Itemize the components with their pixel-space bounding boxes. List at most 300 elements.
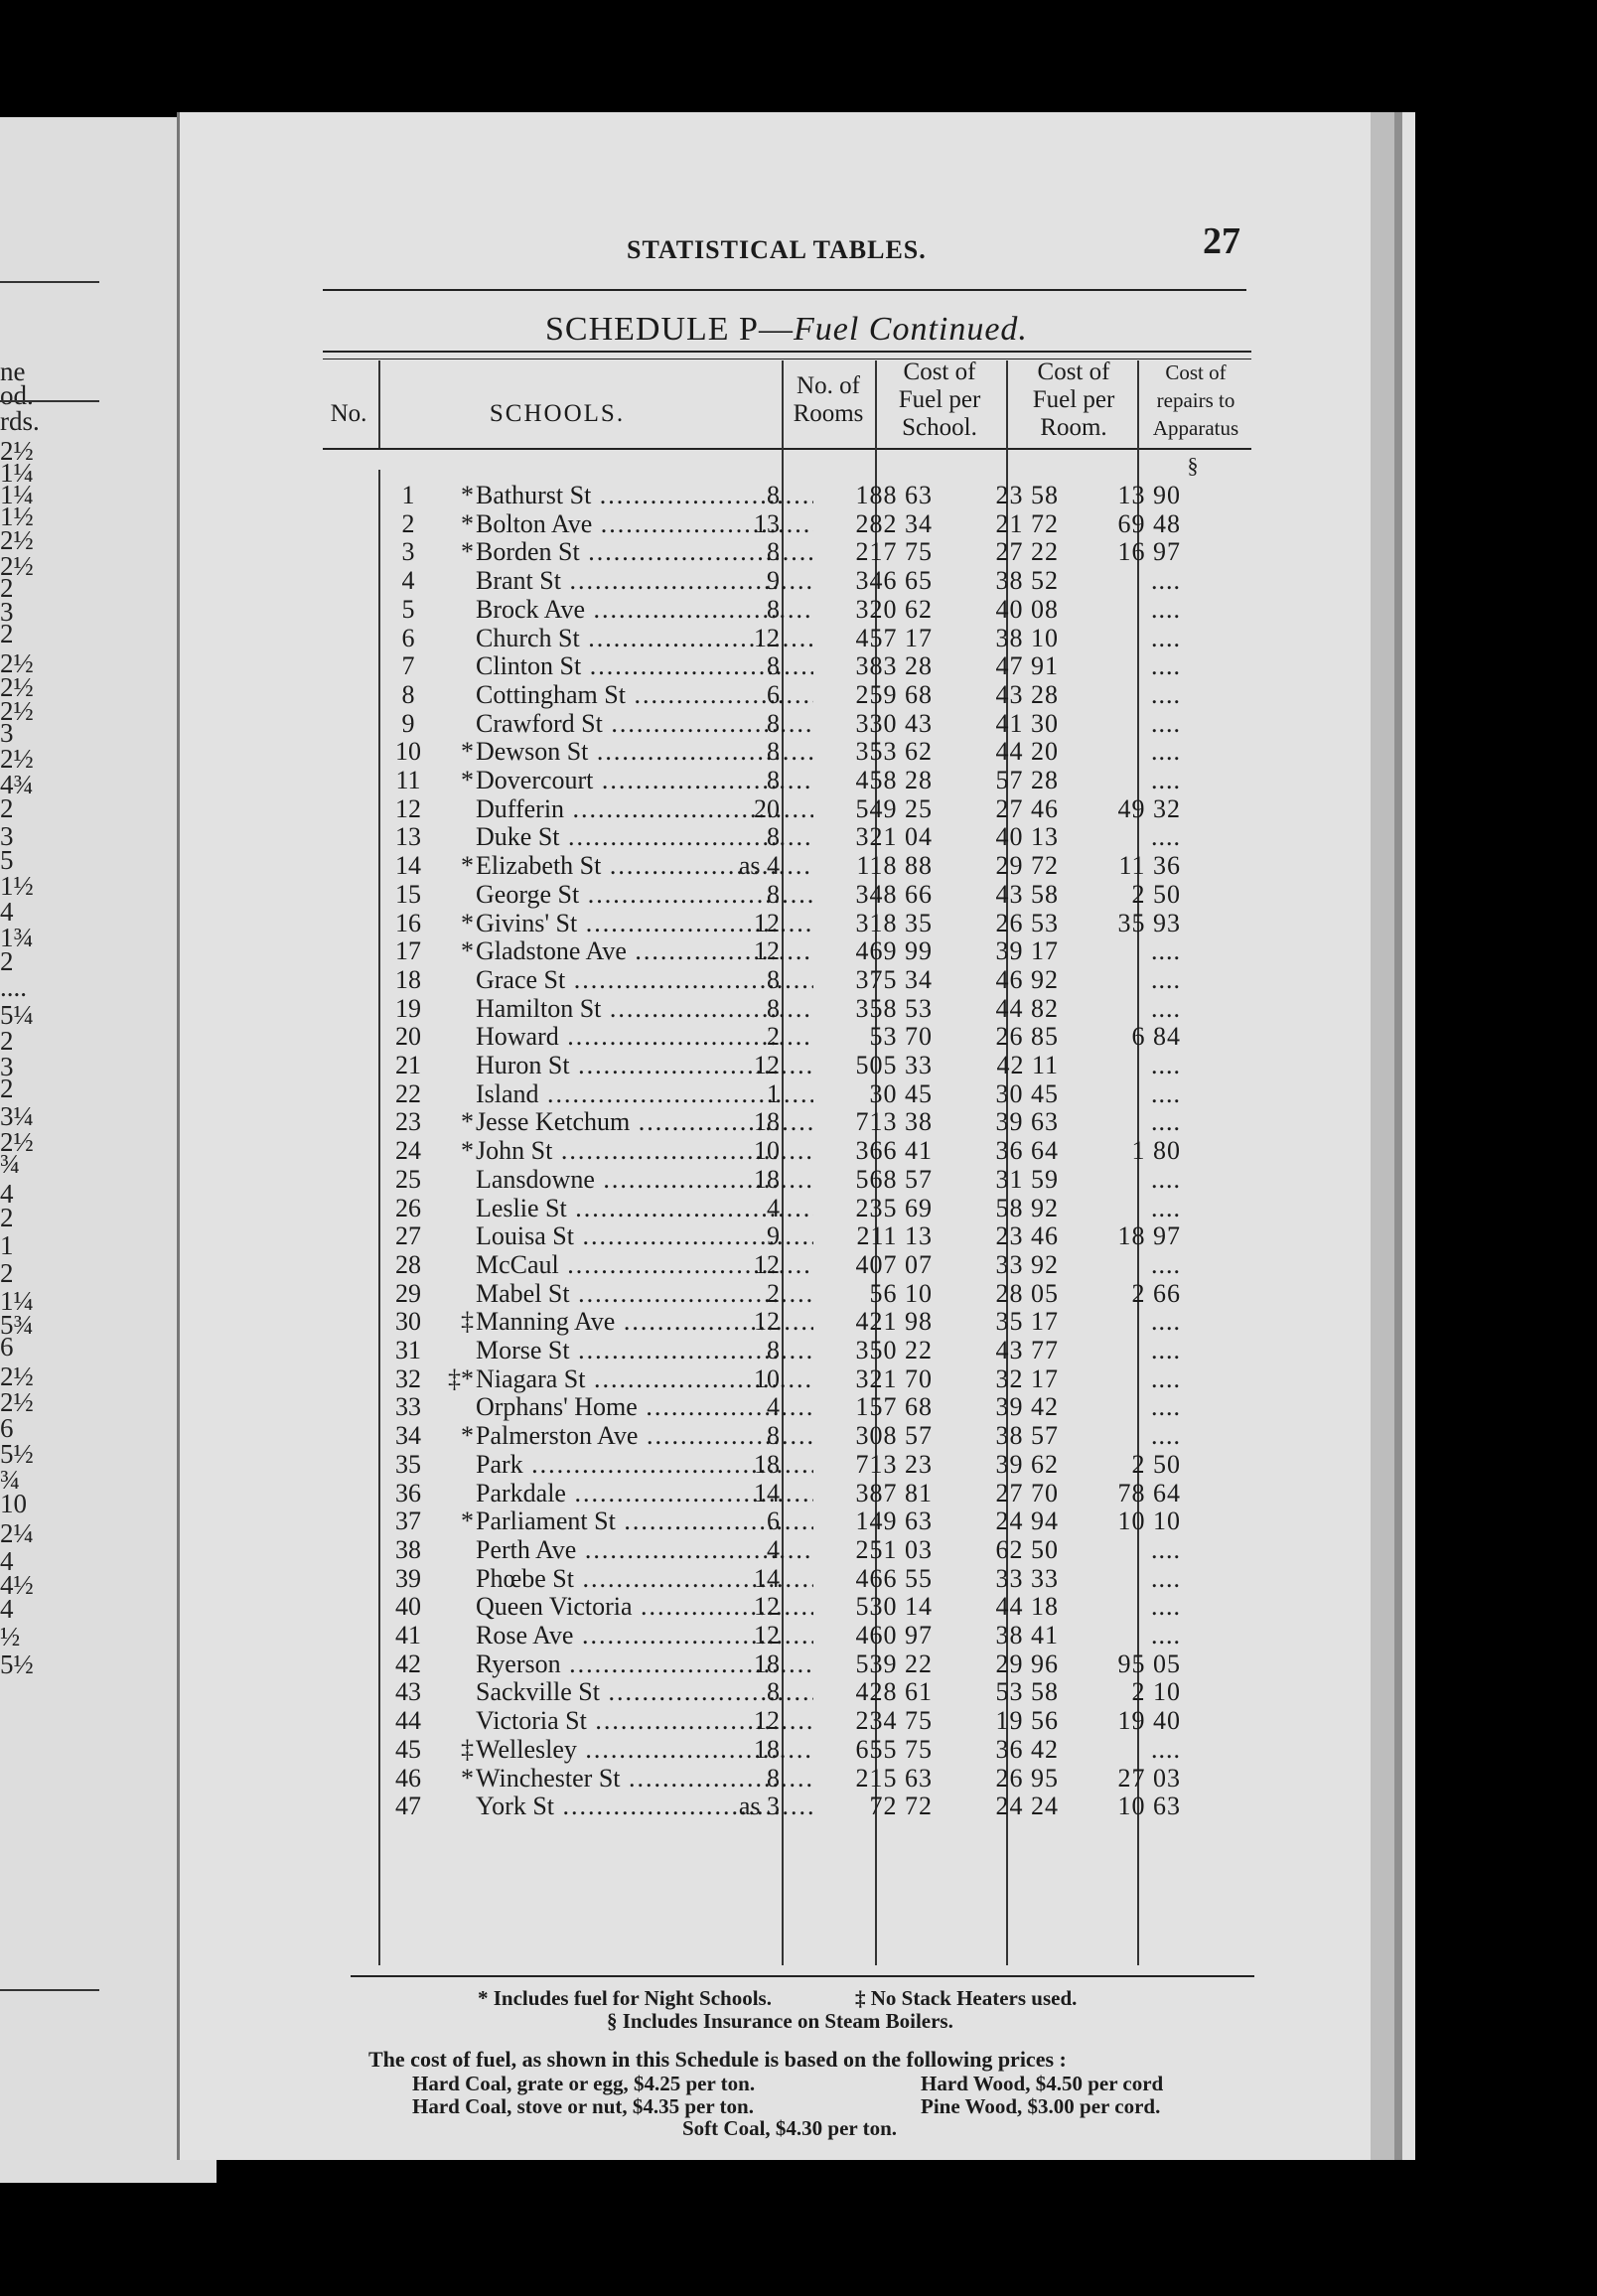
table-row <box>359 881 1594 909</box>
fuel-cost-per-school: 460 97 <box>855 1621 933 1650</box>
schedule-title-main: SCHEDULE P— <box>545 311 794 348</box>
row-number: 33 <box>395 1392 421 1422</box>
row-mark: ‡ <box>461 1734 474 1764</box>
left-page-fragment: 2 <box>0 946 14 976</box>
repairs-cost: .... <box>1151 737 1181 767</box>
fuel-cost-per-school: 358 53 <box>855 993 933 1023</box>
fuel-cost-per-school: 713 38 <box>855 1107 933 1137</box>
table-row <box>359 1222 1594 1250</box>
repairs-cost: .... <box>1151 708 1181 738</box>
rooms-count: 12 <box>754 1592 780 1622</box>
rooms-count: 6 <box>767 679 780 709</box>
fuel-cost-per-room: 32 17 <box>995 1363 1059 1393</box>
table-row <box>359 1195 1594 1222</box>
table-body <box>359 112 1352 1999</box>
rooms-count: 14 <box>754 1478 780 1507</box>
rooms-count: 4 <box>767 1534 780 1564</box>
repairs-cost: 1 80 <box>1131 1136 1181 1166</box>
row-number: 2 <box>401 508 415 538</box>
left-page-rule <box>0 1989 99 1991</box>
rooms-count: 20 <box>754 793 780 823</box>
row-number: 21 <box>395 1051 421 1079</box>
row-number: 32 <box>395 1363 421 1393</box>
left-page-fragment: 4 <box>0 1179 14 1209</box>
school-name: Winchester St ..... <box>476 1765 813 1793</box>
table-row <box>359 1765 1594 1793</box>
fuel-cost-per-room: 26 53 <box>995 908 1059 937</box>
school-name: Manning Ave ..... <box>476 1308 813 1336</box>
row-number: 5 <box>401 594 415 624</box>
repairs-cost: .... <box>1151 1249 1181 1279</box>
rooms-count: 8 <box>767 537 780 567</box>
row-mark: * <box>461 737 474 767</box>
rooms-count: 8 <box>767 1336 780 1364</box>
table-row <box>359 767 1594 794</box>
school-name: Dovercourt ..... <box>476 767 813 794</box>
price-hard-wood: Hard Wood, $4.50 per cord <box>921 2072 1164 2095</box>
row-mark: * <box>461 1421 474 1451</box>
fuel-cost-per-room: 58 92 <box>995 1193 1059 1222</box>
table-row <box>359 1793 1594 1820</box>
table-row <box>359 567 1594 595</box>
row-number: 28 <box>395 1249 421 1279</box>
table-row <box>359 652 1594 680</box>
row-number: 46 <box>395 1763 421 1793</box>
row-mark: * <box>461 1507 474 1536</box>
col-header-fuel-room-l1: Cost of <box>1037 359 1110 385</box>
school-name: Park ..... <box>476 1451 813 1479</box>
school-name: Huron St ..... <box>476 1052 813 1079</box>
school-name: Island ..... <box>476 1080 813 1108</box>
row-number: 9 <box>401 708 415 738</box>
school-name: Crawford St ..... <box>476 710 813 738</box>
row-number: 42 <box>395 1649 421 1678</box>
price-hard-coal-grate: Hard Coal, grate or egg, $4.25 per ton. <box>412 2072 756 2095</box>
table-row <box>359 596 1594 624</box>
left-page-fragment: 1¼ <box>0 458 34 488</box>
school-name: Sackville St ..... <box>476 1678 813 1706</box>
fuel-cost-per-school: 72 72 <box>869 1792 933 1821</box>
repairs-unit-sign: § <box>1187 453 1199 478</box>
repairs-cost: .... <box>1151 1421 1181 1451</box>
fuel-cost-per-room: 53 58 <box>995 1677 1059 1707</box>
left-page-fragment: ne <box>0 357 26 386</box>
fuel-cost-per-room: 40 08 <box>995 594 1059 624</box>
row-mark: ‡ <box>461 1307 474 1337</box>
rooms-count: 14 <box>754 1563 780 1593</box>
repairs-cost: .... <box>1151 1734 1181 1764</box>
footnote-night-schools: * Includes fuel for Night Schools. <box>478 1986 772 2010</box>
repairs-cost: .... <box>1151 679 1181 709</box>
fuel-cost-per-room: 27 22 <box>995 537 1059 567</box>
school-name: Bolton Ave ..... <box>476 510 813 538</box>
school-name: Givins' St ..... <box>476 910 813 937</box>
repairs-cost: 2 66 <box>1131 1278 1181 1308</box>
school-name: Duke St ..... <box>476 823 813 851</box>
school-name: Brant St ..... <box>476 567 813 595</box>
rooms-count: 18 <box>754 1164 780 1194</box>
repairs-cost: .... <box>1151 1078 1181 1108</box>
repairs-cost: 6 84 <box>1131 1022 1181 1052</box>
school-name: Phœbe St ..... <box>476 1565 813 1593</box>
rooms-count: 1 <box>767 1078 780 1108</box>
row-number: 36 <box>395 1478 421 1507</box>
table-row <box>359 1365 1594 1393</box>
left-page-fragment: ½ <box>0 1622 21 1651</box>
rooms-count: 9 <box>767 566 780 596</box>
school-name: Orphans' Home ..... <box>476 1393 813 1421</box>
left-page-fragment: od. <box>0 380 34 410</box>
fuel-cost-per-school: 458 28 <box>855 766 933 794</box>
fuel-cost-per-room: 23 58 <box>995 481 1059 509</box>
fuel-cost-per-school: 251 03 <box>855 1534 933 1564</box>
repairs-cost: .... <box>1151 964 1181 994</box>
table-row <box>359 823 1594 851</box>
fuel-cost-per-school: 505 33 <box>855 1051 933 1079</box>
rooms-count: 4 <box>767 1392 780 1422</box>
fuel-cost-per-school: 330 43 <box>855 708 933 738</box>
school-name: Borden St ..... <box>476 538 813 566</box>
repairs-cost: .... <box>1151 822 1181 852</box>
rooms-count: 12 <box>754 623 780 652</box>
school-name: Morse St ..... <box>476 1337 813 1364</box>
left-page-fragment: 2½ <box>0 525 34 555</box>
rooms-count: 8 <box>767 822 780 852</box>
school-name: Louisa St ..... <box>476 1222 813 1250</box>
col-header-fuel-school-l1: Cost of <box>903 359 976 385</box>
table-row <box>359 966 1594 994</box>
col-header-fuel-school-l3: School. <box>902 414 977 441</box>
fuel-cost-per-school: 30 45 <box>869 1078 933 1108</box>
fuel-cost-per-room: 38 57 <box>995 1421 1059 1451</box>
fuel-cost-per-room: 26 95 <box>995 1763 1059 1793</box>
left-page-fragment: 2 <box>0 619 14 648</box>
row-number: 37 <box>395 1507 421 1536</box>
rooms-count: 12 <box>754 936 780 966</box>
table-row <box>359 510 1594 538</box>
repairs-cost: 10 10 <box>1117 1507 1181 1536</box>
col-header-rooms-l2: Rooms <box>793 400 864 427</box>
repairs-cost: .... <box>1151 1336 1181 1364</box>
page <box>177 112 1415 2160</box>
left-page-fragment: 6 <box>0 1332 14 1362</box>
left-page-fragment: 2 <box>0 1074 14 1103</box>
rooms-count: as 3 <box>738 1792 780 1821</box>
rooms-count: 8 <box>767 1421 780 1451</box>
rooms-count: 10 <box>754 1363 780 1393</box>
page-edge-shadow <box>1394 112 1402 2160</box>
left-page-rule <box>0 400 99 402</box>
rooms-count: 12 <box>754 1706 780 1736</box>
left-page-fragment: 2 <box>0 1203 14 1232</box>
repairs-cost: .... <box>1151 623 1181 652</box>
row-mark: * <box>461 481 474 509</box>
repairs-cost: 78 64 <box>1117 1478 1181 1507</box>
row-mark: * <box>461 766 474 794</box>
table-row <box>359 852 1594 880</box>
repairs-cost: .... <box>1151 1534 1181 1564</box>
repairs-cost: 49 32 <box>1117 793 1181 823</box>
school-name: Howard ..... <box>476 1023 813 1051</box>
fuel-cost-per-school: 366 41 <box>855 1136 933 1166</box>
left-page-fragment: 2½ <box>0 672 34 702</box>
school-name: Leslie St ..... <box>476 1195 813 1222</box>
col-header-rooms-l1: No. of <box>797 372 860 399</box>
left-page-fragment: .... <box>0 972 27 1002</box>
fuel-cost-per-school: 348 66 <box>855 879 933 909</box>
repairs-cost: 95 05 <box>1117 1649 1181 1678</box>
fuel-cost-per-room: 38 52 <box>995 566 1059 596</box>
left-page-fragment: 1½ <box>0 502 34 531</box>
row-number: 22 <box>395 1078 421 1108</box>
fuel-cost-per-school: 353 62 <box>855 737 933 767</box>
school-name: Dewson St ..... <box>476 738 813 766</box>
fuel-cost-per-school: 350 22 <box>855 1336 933 1364</box>
table-row <box>359 1052 1594 1079</box>
rooms-count: 10 <box>754 1136 780 1166</box>
table-row <box>359 1451 1594 1479</box>
table-row <box>359 1736 1594 1764</box>
table-row <box>359 738 1594 766</box>
school-name: Jesse Ketchum ..... <box>476 1108 813 1136</box>
left-page-fragment: 4½ <box>0 1570 34 1600</box>
row-number: 44 <box>395 1706 421 1736</box>
repairs-cost: 10 63 <box>1117 1792 1181 1821</box>
left-page-fragment: 1¼ <box>0 480 34 509</box>
left-page-fragment: 2¼ <box>0 1518 34 1548</box>
row-number: 15 <box>395 879 421 909</box>
left-page-fragment: 1 <box>0 1230 14 1260</box>
left-page-fragment: 3 <box>0 597 14 627</box>
row-number: 23 <box>395 1107 421 1137</box>
fuel-cost-per-room: 27 46 <box>995 793 1059 823</box>
row-number: 39 <box>395 1563 421 1593</box>
table-row <box>359 995 1594 1023</box>
fuel-cost-per-room: 42 11 <box>996 1051 1059 1079</box>
school-name: Lansdowne ..... <box>476 1166 813 1194</box>
table-row <box>359 710 1594 738</box>
repairs-cost: .... <box>1151 1307 1181 1337</box>
table-row <box>359 1565 1594 1593</box>
left-page-fragment: 2 <box>0 793 14 823</box>
repairs-cost: 35 93 <box>1117 908 1181 937</box>
repairs-cost: .... <box>1151 1164 1181 1194</box>
rooms-count: 8 <box>767 708 780 738</box>
table-row <box>359 1480 1594 1507</box>
school-name: Bathurst St ..... <box>476 482 813 509</box>
fuel-cost-per-school: 375 34 <box>855 964 933 994</box>
fuel-cost-per-room: 33 92 <box>995 1249 1059 1279</box>
left-page-fragment: 6 <box>0 1413 14 1443</box>
fuel-cost-per-school: 530 14 <box>855 1592 933 1622</box>
left-page-fragment: 3 <box>0 718 14 748</box>
table-row <box>359 538 1594 566</box>
fuel-cost-per-room: 33 33 <box>995 1563 1059 1593</box>
fuel-cost-per-room: 44 18 <box>995 1592 1059 1622</box>
table-row <box>359 910 1594 937</box>
col-header-repairs-l1: Cost of <box>1165 360 1227 384</box>
row-number: 11 <box>395 766 421 794</box>
row-number: 10 <box>395 737 421 767</box>
school-name: Hamilton St ..... <box>476 995 813 1023</box>
repairs-cost: .... <box>1151 1621 1181 1650</box>
col-header-fuel-room-l2: Fuel per <box>1032 386 1115 413</box>
fuel-cost-per-school: 383 28 <box>855 651 933 681</box>
rooms-count: 12 <box>754 1307 780 1337</box>
table-row <box>359 1080 1594 1108</box>
row-number: 34 <box>395 1421 421 1451</box>
left-page-fragment: 1¾ <box>0 923 34 952</box>
table-row <box>359 795 1594 823</box>
table-row <box>359 1166 1594 1194</box>
school-name: Perth Ave ..... <box>476 1536 813 1564</box>
repairs-cost: .... <box>1151 566 1181 596</box>
row-number: 45 <box>395 1734 421 1764</box>
table-row <box>359 1650 1594 1678</box>
row-number: 1 <box>401 481 415 509</box>
footnote-insurance: § Includes Insurance on Steam Boilers. <box>607 2009 953 2033</box>
left-page-fragment: 5¾ <box>0 1310 34 1340</box>
left-page-fragment: 2½ <box>0 744 34 774</box>
fuel-cost-per-room: 29 72 <box>995 851 1059 881</box>
rooms-count: 8 <box>767 1763 780 1793</box>
fuel-cost-per-room: 30 45 <box>995 1078 1059 1108</box>
repairs-cost: 18 97 <box>1117 1221 1181 1251</box>
rooms-count: 18 <box>754 1649 780 1678</box>
rooms-count: 18 <box>754 1107 780 1137</box>
school-name: Parkdale ..... <box>476 1480 813 1507</box>
table-row <box>359 1622 1594 1650</box>
row-number: 13 <box>395 822 421 852</box>
row-number: 19 <box>395 993 421 1023</box>
left-page-fragment: 2½ <box>0 1362 34 1391</box>
row-mark: * <box>461 537 474 567</box>
row-number: 4 <box>401 566 415 596</box>
left-page-fragment: 2½ <box>0 648 34 678</box>
repairs-cost: 11 36 <box>1118 851 1181 881</box>
left-page-fragment: 2½ <box>0 436 34 466</box>
rooms-count: 4 <box>767 1193 780 1222</box>
row-number: 18 <box>395 964 421 994</box>
fuel-cost-per-school: 713 23 <box>855 1449 933 1479</box>
left-page-fragment: 5¼ <box>0 1000 34 1030</box>
school-name: Mabel St ..... <box>476 1280 813 1308</box>
row-number: 6 <box>401 623 415 652</box>
school-name: Ryerson ..... <box>476 1650 813 1678</box>
row-number: 24 <box>395 1136 421 1166</box>
left-page-fragment: 10 <box>0 1489 27 1518</box>
table-bottom-rule <box>351 1975 1254 1977</box>
fuel-cost-per-school: 428 61 <box>855 1677 933 1707</box>
school-name: John St ..... <box>476 1137 813 1165</box>
fuel-cost-per-room: 38 10 <box>995 623 1059 652</box>
footnote-stack-heaters: ‡ No Stack Heaters used. <box>855 1986 1078 2010</box>
left-page-fragment: 2 <box>0 1026 14 1056</box>
table-row <box>359 625 1594 652</box>
row-number: 14 <box>395 851 421 881</box>
left-page-fragment: rds. <box>0 406 40 436</box>
school-name: Cottingham St ..... <box>476 681 813 709</box>
row-mark: ‡* <box>448 1363 474 1393</box>
fuel-cost-per-school: 321 70 <box>855 1363 933 1393</box>
fuel-cost-per-room: 21 72 <box>995 508 1059 538</box>
table-row <box>359 1507 1594 1535</box>
rooms-count: as 4 <box>738 851 780 881</box>
left-page-fragment: 4¾ <box>0 770 34 799</box>
rooms-count: 18 <box>754 1734 780 1764</box>
fuel-cost-per-school: 53 70 <box>869 1022 933 1052</box>
rooms-count: 9 <box>767 1221 780 1251</box>
rooms-count: 12 <box>754 908 780 937</box>
table-row <box>359 1108 1594 1136</box>
col-header-repairs-l3: Apparatus <box>1152 416 1239 440</box>
left-page-fragment: 4 <box>0 1594 14 1624</box>
left-page-fragment: 2 <box>0 573 14 603</box>
rooms-count: 18 <box>754 1449 780 1479</box>
col-header-no: No. <box>330 400 367 427</box>
prices-intro: The cost of fuel, as shown in this Schedule is based on the following prices : <box>368 2047 1067 2072</box>
repairs-cost: 2 50 <box>1131 1449 1181 1479</box>
col-header-fuel-school-l2: Fuel per <box>898 386 981 413</box>
fuel-cost-per-school: 217 75 <box>855 537 933 567</box>
repairs-cost: .... <box>1151 594 1181 624</box>
fuel-cost-per-room: 43 58 <box>995 879 1059 909</box>
table-row <box>359 1308 1594 1336</box>
col-header-fuel-room-l3: Room. <box>1040 414 1107 441</box>
fuel-cost-per-room: 39 17 <box>995 936 1059 966</box>
running-head: STATISTICAL TABLES. <box>627 235 927 264</box>
fuel-cost-per-school: 568 57 <box>855 1164 933 1194</box>
school-name: Gladstone Ave ..... <box>476 937 813 965</box>
left-page-fragment: 3 <box>0 1052 14 1081</box>
repairs-cost: .... <box>1151 1392 1181 1422</box>
school-name: Queen Victoria ..... <box>476 1593 813 1621</box>
fuel-cost-per-school: 387 81 <box>855 1478 933 1507</box>
price-hard-coal-stove: Hard Coal, stove or nut, $4.35 per ton. <box>412 2094 754 2118</box>
repairs-cost: 27 03 <box>1117 1763 1181 1793</box>
school-name: George St ..... <box>476 881 813 909</box>
row-number: 25 <box>395 1164 421 1194</box>
row-number: 31 <box>395 1336 421 1364</box>
rooms-count: 8 <box>767 766 780 794</box>
left-page-fragment: 3 <box>0 821 14 851</box>
repairs-cost: .... <box>1151 1592 1181 1622</box>
rooms-count: 8 <box>767 1677 780 1707</box>
row-number: 26 <box>395 1193 421 1222</box>
fuel-cost-per-room: 47 91 <box>995 651 1059 681</box>
fuel-cost-per-school: 346 65 <box>855 566 933 596</box>
fuel-cost-per-school: 318 35 <box>855 908 933 937</box>
left-page-fragment: 5½ <box>0 1439 34 1469</box>
fuel-cost-per-school: 149 63 <box>855 1507 933 1536</box>
table-row <box>359 1137 1594 1165</box>
fuel-cost-per-school: 157 68 <box>855 1392 933 1422</box>
price-soft-coal: Soft Coal, $4.30 per ton. <box>682 2116 898 2140</box>
fuel-cost-per-room: 43 28 <box>995 679 1059 709</box>
school-name: McCaul ..... <box>476 1251 813 1279</box>
fuel-cost-per-room: 39 63 <box>995 1107 1059 1137</box>
rooms-count: 2 <box>767 1278 780 1308</box>
row-number: 35 <box>395 1449 421 1479</box>
row-number: 40 <box>395 1592 421 1622</box>
left-page-fragment: 5½ <box>0 1650 34 1679</box>
row-number: 3 <box>401 537 415 567</box>
school-name: Rose Ave ..... <box>476 1622 813 1650</box>
school-name: Clinton St ..... <box>476 652 813 680</box>
left-page-fragment: 2½ <box>0 551 34 581</box>
repairs-cost: 2 50 <box>1131 879 1181 909</box>
fuel-cost-per-room: 26 85 <box>995 1022 1059 1052</box>
